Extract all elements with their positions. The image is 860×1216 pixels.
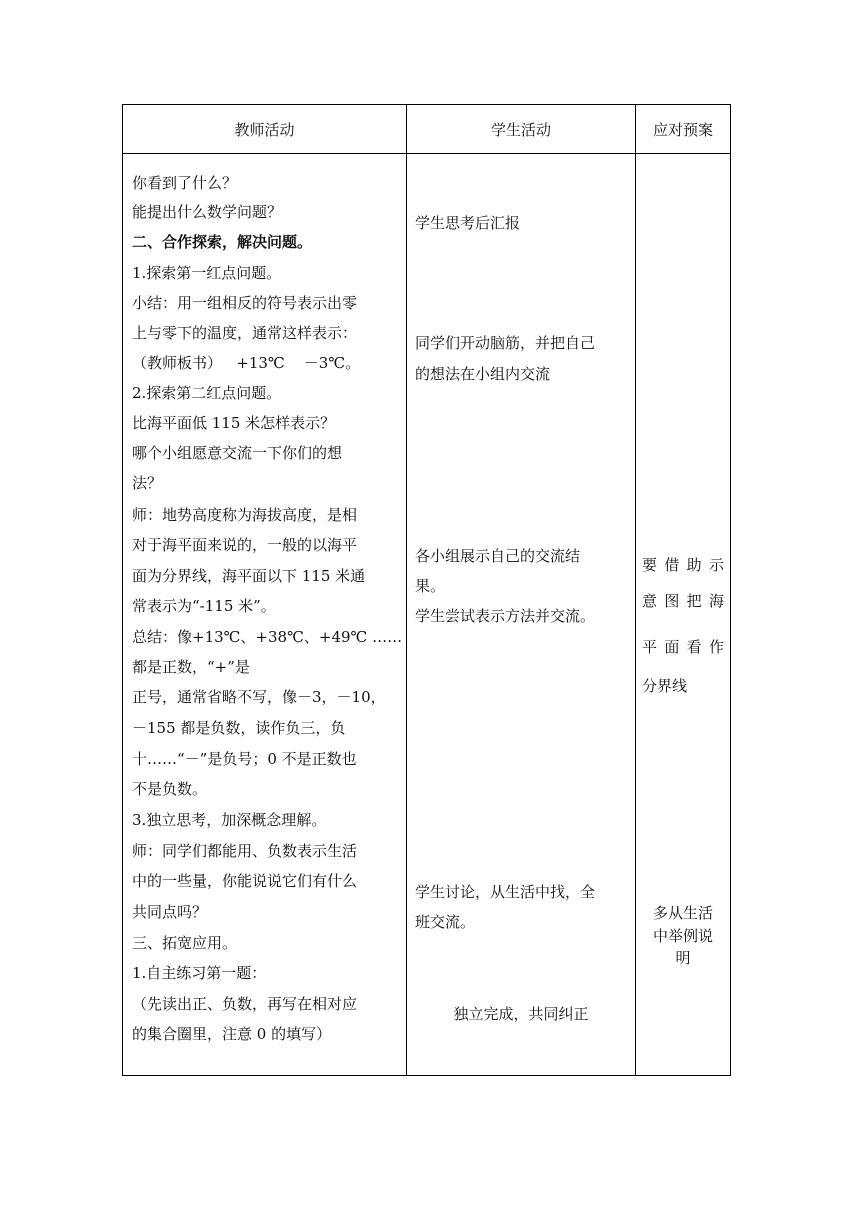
teacher-line: 能提出什么数学问题？ <box>132 203 283 221</box>
header-plan: 应对预案 <box>636 105 731 154</box>
teacher-line: 1.自主练习第一题： <box>132 964 267 982</box>
teacher-line: 1.探索第一红点问题。 <box>132 264 282 282</box>
student-line: 独立完成，共同纠正 <box>453 1005 589 1023</box>
teacher-line: 正号，通常省略不写，像－3，－10， <box>132 688 386 706</box>
header-teacher: 教师活动 <box>123 105 407 154</box>
student-line: 的想法在小组内交流 <box>415 365 551 383</box>
teacher-line: 上与零下的温度，通常这样表示： <box>132 324 358 342</box>
teacher-line: 比海平面低 115 米怎样表示？ <box>132 414 336 432</box>
student-line: 各小组展示自己的交流结 <box>415 547 581 565</box>
teacher-line: 法？ <box>132 474 163 492</box>
teacher-line: 3.独立思考，加深概念理解。 <box>132 811 327 829</box>
plan-line: 分界线 <box>642 677 688 695</box>
plan-line: 平面看作 <box>642 638 724 656</box>
teacher-line: （教师板书） +13℃ －3℃。 <box>132 354 361 372</box>
header-row <box>123 105 731 154</box>
student-line: 学生思考后汇报 <box>415 214 521 232</box>
plan-line: 要借助示 <box>642 556 724 574</box>
student-line: 学生讨论，从生活中找，全 <box>415 883 596 901</box>
teacher-line: 哪个小组愿意交流一下你们的想 <box>132 444 343 462</box>
content-row <box>123 154 731 1076</box>
teacher-cell <box>123 154 407 1076</box>
teacher-line: 共同点吗？ <box>132 903 208 921</box>
student-line: 果。 <box>415 577 446 595</box>
section-heading: 二、合作探索，解决问题。 <box>132 233 313 251</box>
teacher-line: 师：同学们都能用、负数表示生活 <box>132 842 358 860</box>
teacher-line: 师：地势高度称为海拔高度，是相 <box>132 506 358 524</box>
plan-line: 意图把海 <box>642 592 724 610</box>
teacher-line: －155 都是负数，读作负三，负 <box>132 719 346 737</box>
teacher-line: （先读出正、负数，再写在相对应 <box>132 995 358 1013</box>
teacher-line: 2.探索第二红点问题。 <box>132 384 282 402</box>
teacher-line: 不是负数。 <box>132 780 208 798</box>
teacher-line: 的集合圈里，注意 0 的填写） <box>132 1025 332 1043</box>
student-line: 学生尝试表示方法并交流。 <box>415 607 596 625</box>
teacher-line: 中的一些量，你能说说它们有什么 <box>132 872 358 890</box>
student-line: 同学们开动脑筋，并把自己 <box>415 334 596 352</box>
header-student: 学生活动 <box>407 105 636 154</box>
plan-cell <box>636 154 731 1076</box>
student-line: 班交流。 <box>415 913 476 931</box>
teacher-line: 对于海平面来说的，一般的以海平 <box>132 536 358 554</box>
teacher-line: 常表示为“-115 米”。 <box>132 597 276 615</box>
teacher-line: 都是正数，“+”是 <box>132 658 250 676</box>
teacher-line: 三、拓宽应用。 <box>132 934 238 952</box>
plan-line: 多从生活 <box>652 904 713 922</box>
plan-line: 明 <box>675 949 691 967</box>
teacher-line: 总结：像+13℃、+38℃、+49℃ …… <box>132 628 403 646</box>
plan-line: 中举例说 <box>652 927 713 945</box>
student-cell <box>407 154 636 1076</box>
teacher-line: 面为分界线，海平面以下 115 米通 <box>132 567 366 585</box>
teacher-line: 十……“－”是负号；0 不是正数也 <box>132 750 357 768</box>
teacher-line: 你看到了什么？ <box>132 174 238 192</box>
lesson-table <box>122 104 731 1076</box>
teacher-line: 小结：用一组相反的符号表示出零 <box>132 294 358 312</box>
